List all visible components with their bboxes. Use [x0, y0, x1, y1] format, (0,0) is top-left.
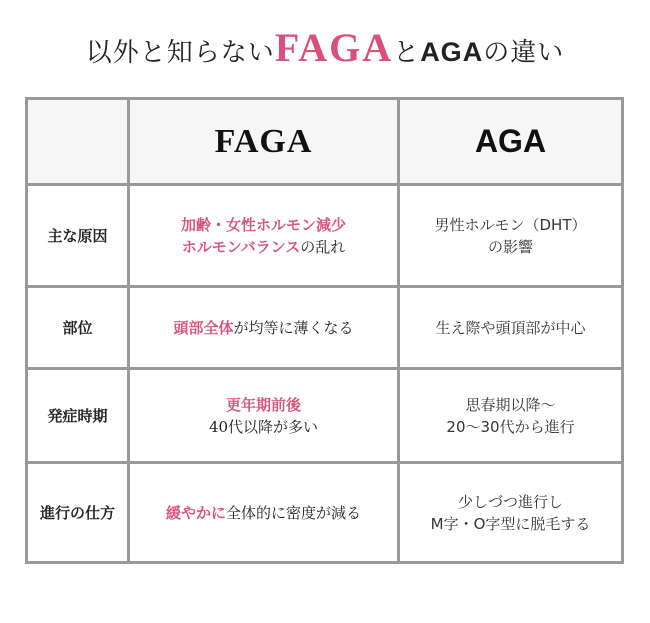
faga-area-line — [173, 317, 353, 339]
faga-onset-line-2 — [209, 416, 318, 438]
faga-onset-cell — [130, 370, 397, 461]
faga-area-text-2: が均等に薄くなる — [233, 318, 354, 337]
aga-progression-line-2: M字・O字型に脱毛する — [430, 514, 591, 533]
faga-onset-text-2: 40代以降が多い — [208, 417, 319, 436]
header-empty-cell — [28, 100, 127, 183]
faga-progression-text-1: 緩やかに — [165, 503, 226, 522]
aga-progression-cell — [400, 464, 621, 561]
faga-cause-text-2: ホルモンバランス — [181, 237, 301, 256]
faga-area-text-1: 頭部全体 — [173, 318, 234, 337]
title-suffix: の違い — [483, 38, 565, 68]
row-label-area: 部位 — [28, 288, 127, 367]
title-mid: と — [393, 38, 421, 68]
faga-cause-line-1 — [181, 214, 346, 236]
aga-onset-line-1: 思春期以降～ — [465, 395, 556, 414]
faga-onset-text-1: 更年期前後 — [225, 395, 301, 414]
faga-cause-line-2 — [182, 236, 346, 258]
aga-area-cell — [400, 288, 621, 367]
faga-progression-cell — [130, 464, 397, 561]
faga-cause-text-1: 加齢・女性ホルモン減少 — [180, 215, 346, 234]
title-prefix: 以外と知らない — [85, 38, 275, 68]
column-header-aga: AGA — [400, 100, 621, 183]
aga-area-line: 生え際や頭頂部が中心 — [435, 318, 586, 337]
faga-progression-text-2: 全体的に密度が減る — [226, 503, 362, 522]
faga-onset-line-1 — [226, 394, 301, 416]
faga-progression-line — [166, 502, 361, 524]
comparison-table — [25, 97, 624, 564]
title-aga: AGA — [420, 37, 484, 67]
aga-progression-line-1: 少しづつ進行し — [457, 492, 563, 511]
column-header-faga: FAGA — [130, 100, 397, 183]
faga-cause-text-3: の乱れ — [300, 237, 346, 256]
page-title — [0, 22, 650, 79]
aga-cause-line-1: 男性ホルモン（DHT） — [434, 215, 587, 234]
title-faga: FAGA — [274, 25, 394, 70]
aga-cause-line-2: の影響 — [487, 237, 533, 256]
aga-onset-cell — [400, 370, 621, 461]
aga-cause-cell — [400, 186, 621, 285]
row-label-cause: 主な原因 — [28, 186, 127, 285]
faga-area-cell — [130, 288, 397, 367]
aga-onset-line-2: 20～30代から進行 — [446, 417, 575, 436]
faga-cause-cell — [130, 186, 397, 285]
row-label-progression: 進行の仕方 — [28, 464, 127, 561]
row-label-onset: 発症時期 — [28, 370, 127, 461]
